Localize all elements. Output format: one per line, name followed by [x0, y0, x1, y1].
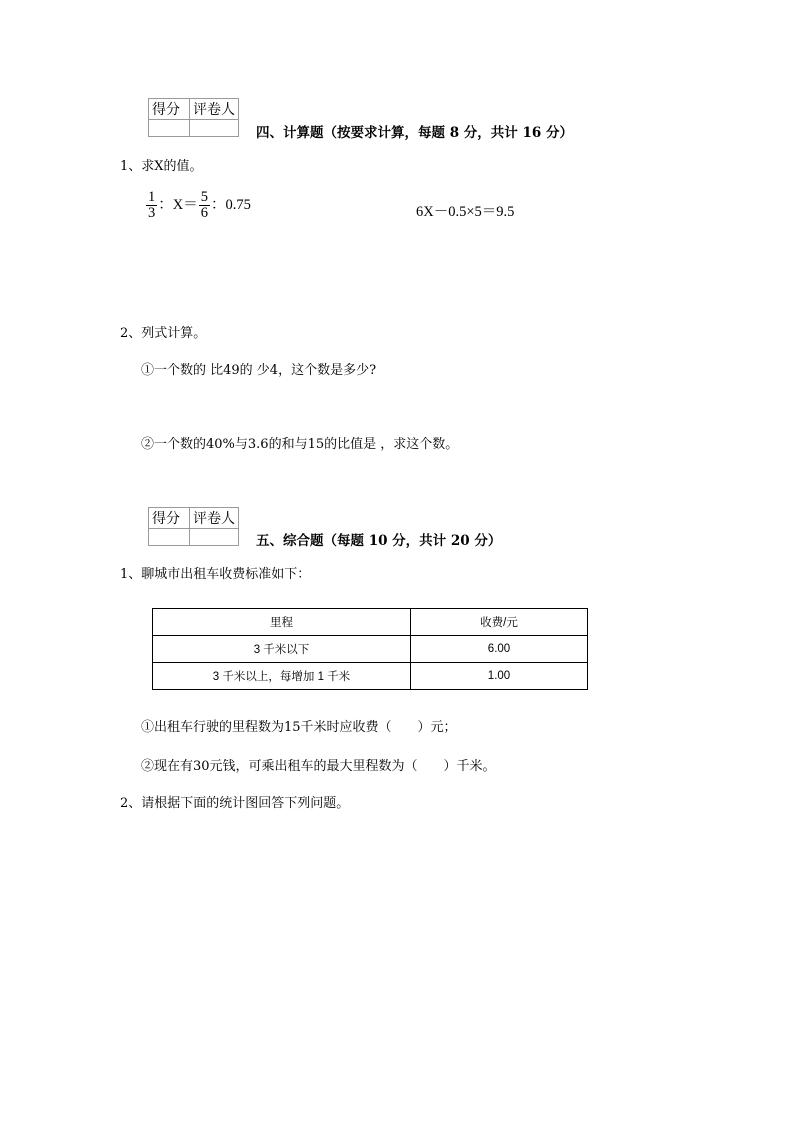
- table-header-distance: 里程: [153, 609, 411, 636]
- table-header-fee: 收费/元: [411, 609, 588, 636]
- equation-1-tail: ：0.75: [210, 196, 251, 213]
- table-cell: 3 千米以上，每增加 1 千米: [153, 663, 411, 690]
- score-box-section4: [148, 98, 239, 137]
- score-cell: [149, 120, 190, 137]
- grader-label: 评卷人: [190, 508, 239, 529]
- score-label: 得分: [149, 508, 190, 529]
- question-2-sub1: ①一个数的 比49的 少4，这个数是多少?: [141, 363, 377, 378]
- fraction-five-sixths: $\frac{5}{6}$: [200, 189, 208, 221]
- table-header-row: [153, 609, 588, 636]
- fraction-one-third: $\frac{1}{3}$: [148, 189, 156, 221]
- score-label: 得分: [149, 99, 190, 120]
- equation-2: 6X－0.5×5＝9.5: [416, 204, 515, 220]
- section4-title: 四、计算题（按要求计算，每题 8 分，共计 16 分）: [256, 125, 573, 141]
- score-cell: [149, 529, 190, 546]
- table-row: [153, 636, 588, 663]
- grader-cell: [190, 529, 239, 546]
- question-5-2-text: 2、请根据下面的统计图回答下列问题。: [120, 796, 350, 811]
- question-2-sub2: ②一个数的40%与3.6的和与15的比值是 ，求这个数。: [141, 437, 459, 452]
- question-2-text: 2、列式计算。: [120, 326, 207, 341]
- question-5-1-sub2: ②现在有30元钱，可乘出租车的最大里程数为（ ）千米。: [141, 759, 496, 774]
- score-box-section5: [148, 507, 239, 546]
- equation-1-middle: ：X＝: [158, 196, 198, 213]
- taxi-fee-table: [152, 608, 588, 690]
- grader-cell: [190, 120, 239, 137]
- grader-label: 评卷人: [190, 99, 239, 120]
- table-cell: 6.00: [411, 636, 588, 663]
- table-cell: 3 千米以下: [153, 636, 411, 663]
- table-row: [153, 663, 588, 690]
- table-cell: 1.00: [411, 663, 588, 690]
- question-5-1-text: 1、聊城市出租车收费标准如下：: [120, 567, 311, 582]
- question-5-1-sub1: ①出租车行驶的里程数为15千米时应收费（ ）元；: [141, 720, 457, 735]
- question-1-text: 1、求X的值。: [120, 159, 203, 174]
- equation-1: [145, 190, 251, 221]
- section5-title: 五、综合题（每题 10 分，共计 20 分）: [256, 533, 502, 549]
